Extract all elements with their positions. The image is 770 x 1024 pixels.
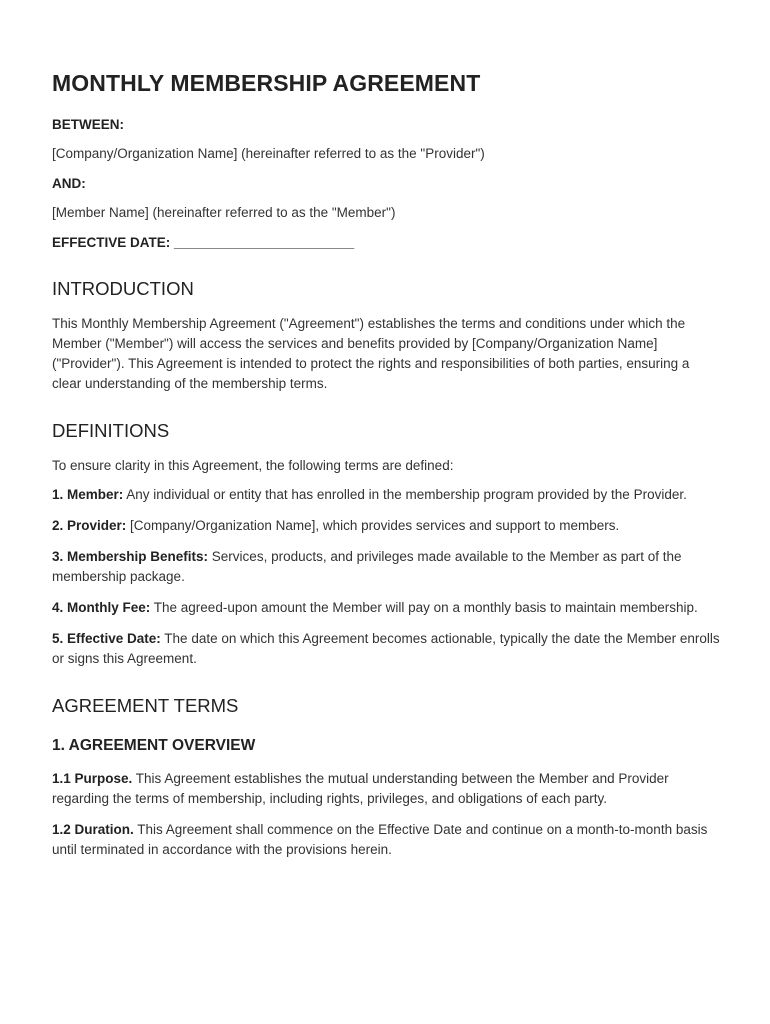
introduction-body: This Monthly Membership Agreement ("Agreement") establishes the terms and conditions under which the Member ("Member") will access the services and benefits provided by [Company/Organization Name] ("Provider"). This Agreement is intended to protect the rights and responsibilities of both parties, ensuring a clear understanding of the membership terms. xyxy=(52,316,690,391)
definition-text: [Company/Organization Name], which provides services and support to members. xyxy=(126,518,620,533)
definition-term: 4. Monthly Fee: xyxy=(52,600,151,615)
definition-item xyxy=(52,629,720,669)
provider-line: [Company/Organization Name] (hereinafter referred to as the "Provider") xyxy=(52,146,485,161)
definition-text: Services, products, and privileges made available to the Member as part of the membership package. xyxy=(52,549,682,584)
definitions-heading: DEFINITIONS xyxy=(52,420,170,441)
definition-item xyxy=(52,516,720,536)
definitions-intro: To ensure clarity in this Agreement, the following terms are defined: xyxy=(52,458,454,473)
introduction-heading: INTRODUCTION xyxy=(52,278,194,299)
clause-item xyxy=(52,769,720,809)
definition-term: 5. Effective Date: xyxy=(52,631,161,646)
clause-item xyxy=(52,820,720,860)
document-title: MONTHLY MEMBERSHIP AGREEMENT xyxy=(52,70,481,96)
definition-text: The agreed-upon amount the Member will pay on a monthly basis to maintain membership. xyxy=(150,600,698,615)
definition-term: 3. Membership Benefits: xyxy=(52,549,209,564)
clause-term: 1.2 Duration. xyxy=(52,822,134,837)
definition-term: 1. Member: xyxy=(52,487,124,502)
effective-date-label: EFFECTIVE DATE: ________________________ xyxy=(52,235,355,250)
member-line: [Member Name] (hereinafter referred to as the "Member") xyxy=(52,205,396,220)
and-label: AND: xyxy=(52,176,86,191)
clause-text: This Agreement shall commence on the Effective Date and continue on a month-to-month basis until terminated in accordance with the provisions herein. xyxy=(52,822,708,857)
definition-item xyxy=(52,598,720,618)
definition-item xyxy=(52,485,720,505)
definition-text: Any individual or entity that has enrolled in the membership program provided by the Provider. xyxy=(123,487,687,502)
agreement-terms-heading: AGREEMENT TERMS xyxy=(52,695,239,716)
definition-text: The date on which this Agreement becomes actionable, typically the date the Member enrolls or signs this Agreement. xyxy=(52,631,720,666)
definition-term: 2. Provider: xyxy=(52,518,127,533)
clause-text: This Agreement establishes the mutual understanding between the Member and Provider regarding the terms of membership, including rights, privileges, and obligations of each party. xyxy=(52,771,669,806)
agreement-overview-heading: 1. AGREEMENT OVERVIEW xyxy=(52,737,256,754)
between-label: BETWEEN: xyxy=(52,117,124,132)
definition-item xyxy=(52,547,720,587)
clause-term: 1.1 Purpose. xyxy=(52,771,133,786)
